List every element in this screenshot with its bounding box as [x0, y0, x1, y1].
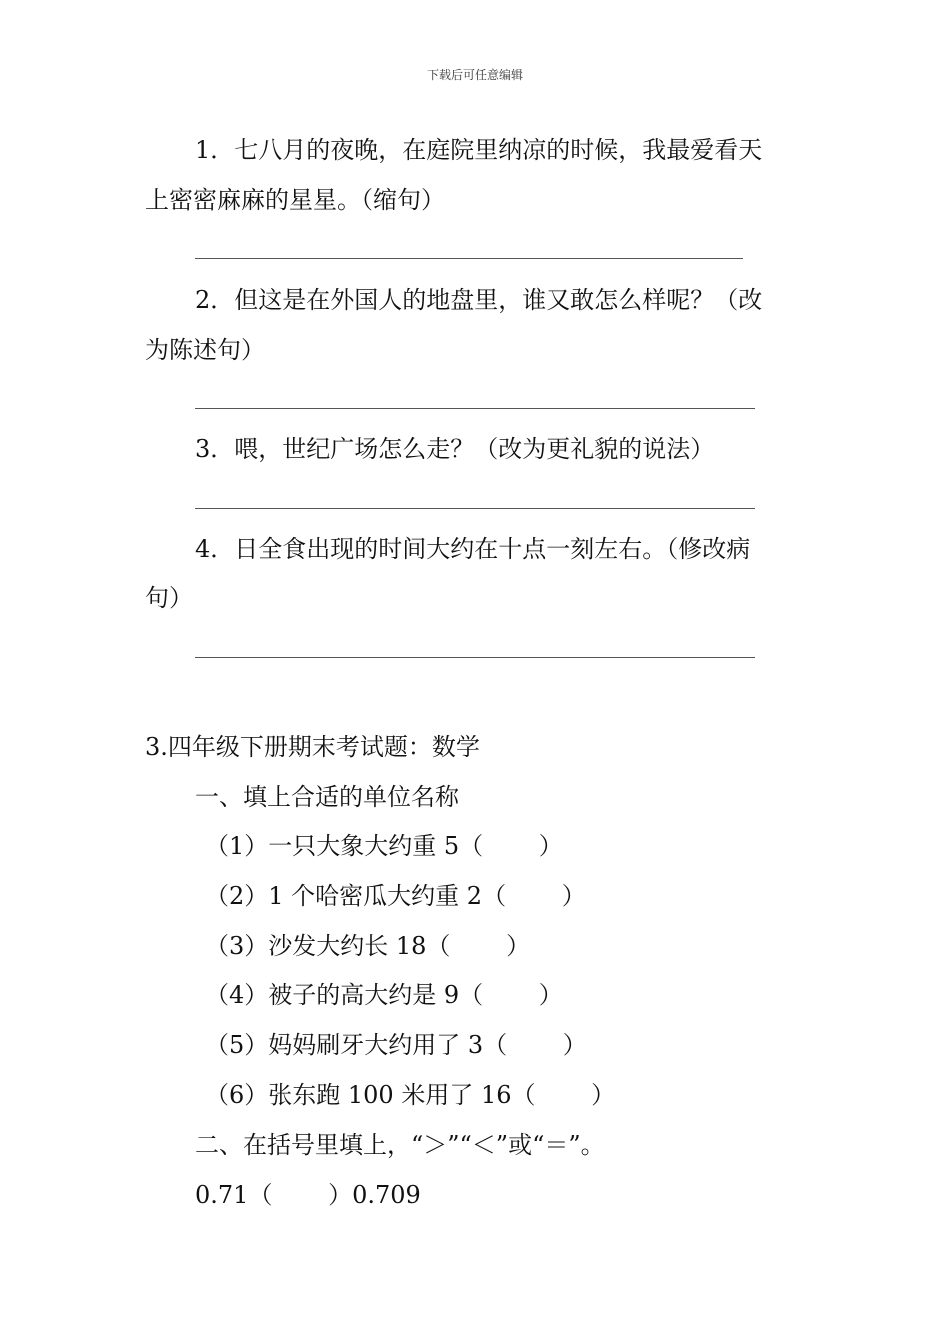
math-subsection-2: 二、在括号里填上，“＞”“＜”或“＝”。: [195, 1131, 605, 1159]
math-subsection-1: 一、填上合适的单位名称: [195, 783, 459, 811]
math-item-5: （5）妈妈刷牙大约用了 3（ ）: [205, 1031, 587, 1059]
question-3-line-1: 3．喂，世纪广场怎么走？（改为更礼貌的说法）: [195, 435, 715, 463]
math-item-4: （4）被子的高大约是 9（ ）: [205, 981, 563, 1009]
question-1-line-2: 上密密麻麻的星星。（缩句）: [145, 186, 445, 214]
question-2-line-2: 为陈述句）: [145, 336, 265, 364]
answer-line-2[interactable]: [195, 408, 755, 409]
math-item-6: （6）张东跑 100 米用了 16（ ）: [205, 1081, 616, 1109]
math-item-1: （1）一只大象大约重 5（ ）: [205, 832, 563, 860]
math-section-title: 3.四年级下册期末考试题：数学: [145, 733, 480, 761]
math-item-3: （3）沙发大约长 18（ ）: [205, 932, 531, 960]
question-2-line-1: 2．但这是在外国人的地盘里，谁又敢怎么样呢？（改: [195, 286, 763, 314]
page-header: 下载后可任意编辑: [426, 68, 523, 82]
answer-line-1[interactable]: [195, 258, 743, 259]
answer-line-4[interactable]: [195, 657, 755, 658]
question-1-line-1: 1．七八月的夜晚，在庭院里纳凉的时候，我最爱看天: [195, 136, 763, 164]
question-4-line-2: 句）: [145, 584, 193, 612]
math-compare-1: 0.71（ ）0.709: [195, 1181, 421, 1209]
question-4-line-1: 4．日全食出现的时间大约在十点一刻左右。（修改病: [195, 535, 751, 563]
answer-line-3[interactable]: [195, 508, 755, 509]
math-item-2: （2）1 个哈密瓜大约重 2（ ）: [205, 882, 586, 910]
